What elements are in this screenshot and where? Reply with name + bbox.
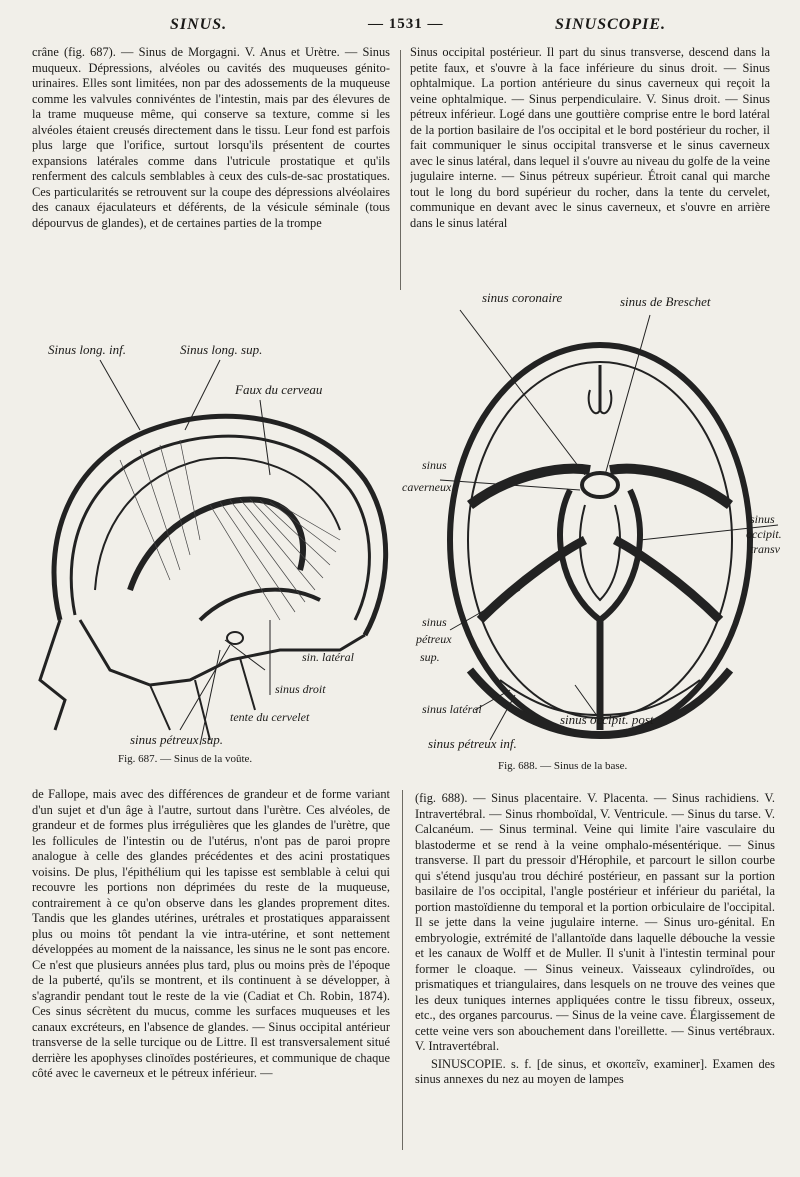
label-sinus-lateral: sinus latéral	[422, 702, 482, 716]
paragraph: crâne (fig. 687). — Sinus de Morgagni. V. Anus et Urètre. — Sinus muqueux. Dépressions, alvéoles ou cavités des muqueuses génito-urinaires. Elles sont limitées, non par des adossements de la muqueuse comme les valvules connivéntes de l'intestin, mais par des élevures de la trame muqueuse même, qui conserve sa texture, comme si les alvéoles étaient creusés directement dans le tissu. Leur fond est parfois plus large que l'orifice, surtout lorsqu'ils présentent de courtes expansions latérales comme dans l'utricule prostatique et qu'ils renferment des calculs semblables à ceux des culs-de-sac prostatiques. Ces particularités se retrouvent sur la coupe des dépressions alvéolaires des canaux éjaculateurs et déférents, de la vésicule séminale (tous dépourvus de glandes), et de certaines parties de la trompe	[32, 45, 390, 230]
paragraph: (fig. 688). — Sinus placentaire. V. Placenta. — Sinus rachidiens. V. Intravertébral. — Sinus rhomboïdal, V. Ventricule. — Sinus du tarse. V. Calcanéum. — Sinus terminal. Veine qui limite l'aire vasculaire du blastoderme et se rend à la veine omphalo-mésentérique. — Sinus transverse. Il part du pressoir d'Hérophile, et parcourt le sillon courbe qui s'étend jusqu'au trou déchiré postérieur, en passant sur la portion basilaire de l'os occipital, l'angle postérieur et inférieur du pariétal, la portion mastoïdienne du temporal et la portion orbiculaire de l'occipital. Il se jette dans la veine jugulaire interne. — Sinus uro-génital. En embryologie, extrémité de l'allantoïde dans laquelle débouche la vessie et les canaux de Wolff et de Muller. Il s'unit à l'intestin terminal pour former le cloaque. — Sinus veineux. Vaisseaux cylindroïdes, ou prismatiques et triangulaires, dans lesquels on ne trouve des veines que les deux tuniques internes appliquées contre le tissu fibreux, osseux, etc., des organes parcourus. — Sinus de la veine cave. Élargissement de cette veine vers son abouchement dans l'oreillette. — Sinus vertébraux. V. Intravertébral.	[415, 791, 775, 1053]
paragraph: Sinus occipital postérieur. Il part du sinus transverse, descend dans la petite faux, et s'ouvre à la face inférieure du sinus droit. — Sinus ophtalmique. La portion antérieure du sinus caverneux qui reçoit la veine ophtalmique. — Sinus perpendiculaire. V. Sinus droit. — Sinus pétreux inférieur. Logé dans une gouttière comprise entre le bord latéral de la portion basilaire de l'os occipital et le bord postérieur du rocher, il fait communiquer le sinus occipital transverse et le sinus caverneux avec le sinus latéral, dans lequel il s'ouvre au niveau du golfe de la veine jugulaire interne. — Sinus pétreux supérieur. Étroit canal qui marche tout le long du bord supérieur du rocher, dans la tente du cervelet, communique en devant avec le sinus caverneux, et s'ouvre en arrière dans le sinus latéral	[410, 45, 770, 230]
column-divider-bottom	[402, 790, 403, 1150]
label-sinus-long-sup: Sinus long. sup.	[180, 342, 263, 357]
page-header	[0, 8, 800, 38]
label-faux-du-cerveau: Faux du cerveau	[235, 382, 323, 397]
label-sinus-coronaire: sinus coronaire	[482, 290, 563, 305]
label-sinus-petreux-3: sup.	[420, 650, 440, 664]
label-sinus-caverneux-2: caverneux	[402, 480, 452, 494]
figure-688	[400, 290, 795, 772]
page-number: — 1531 —	[368, 16, 444, 32]
figure-688-caption: Fig. 688. — Sinus de la base.	[498, 760, 628, 772]
label-sinus-petreux-sup: sinus pétreux sup.	[130, 732, 224, 747]
label-sinus-de-breschet: sinus de Breschet	[620, 294, 711, 309]
column-divider-top	[400, 50, 401, 290]
header-right-title: SINUSCOPIE.	[555, 16, 667, 33]
label-sinus-occipit-2: occipit.	[746, 527, 782, 541]
skull-sagittal-illustration	[20, 290, 400, 760]
label-sinus-caverneux-1: sinus	[422, 458, 447, 472]
figure-687	[20, 290, 400, 765]
figure-687-caption: Fig. 687. — Sinus de la voûte.	[118, 753, 253, 765]
header-left-title: SINUS.	[170, 16, 228, 33]
paragraph: de Fallope, mais avec des différences de grandeur et de forme variant d'un sujet et d'un âge à l'autre, surtout dans l'urètre. Ces alvéoles, de grandeur et de formes plus irrégulières que les glandes de l'urètre, que les follicules de l'intestin ou de l'utérus, n'ont pas de paroi propre analogue à celle des glandes précédentes et des acini prostatiques voisins. De plus, l'épithélium qui les tapisse est semblable à celui qui recouvre les portions non déprimées du reste de la muqueuse, contrairement à ce qu'on observe dans les glandes proprement dites. Tandis que les glandes utérines, urétrales et prostatiques apparaissent plus ou moins tôt pendant la vie intra-utérine, et sont nettement développées au moment de la naissance, les sinus ne le sont pas encore. Ce n'est que plusieurs années plus tard, plus ou moins près de l'époque de la puberté, qu'ils se montrent, et ils continuent à se développer, à s'agrandir pendant tout le reste de la vie (Cadiat et Ch. Robin, 1874). Ces sinus sécrètent du mucus, comme les surfaces muqueuses et les canaux excréteurs, en l'absence de glandes. — Sinus occipital antérieur transverse de la selle turcique ou de Littre. Il est transversalement situé derrière les apophyses clinoïdes postérieures, et communique de chaque côté avec le caverneux et le pétreux inférieur. —	[32, 787, 390, 1080]
label-sinus-petreux-1: sinus	[422, 615, 447, 629]
label-sinus-droit: sinus droit	[275, 682, 326, 696]
text-column-bottom-right	[415, 791, 775, 1157]
label-tente-du-cervelet: tente du cervelet	[230, 710, 310, 724]
skull-base-illustration	[400, 290, 795, 760]
label-sinus-occipit-1: sinus	[750, 512, 775, 526]
label-sin-lateral: sin. latéral	[302, 650, 355, 664]
text-column-top-left	[32, 45, 390, 277]
text-column-top-right	[410, 45, 770, 293]
label-sinus-long-inf: Sinus long. inf.	[48, 342, 127, 357]
label-sinus-occipit-3: transv	[750, 542, 780, 556]
label-sinus-petreux-inf: sinus pétreux inf.	[428, 736, 517, 751]
label-sinus-petreux-2: pétreux	[416, 632, 452, 646]
text-column-bottom-left	[32, 787, 390, 1157]
paragraph-sinuscopie: SINUSCOPIE. s. f. [de sinus, et σκοπεῖν, examiner]. Examen des sinus annexes du nez au moyen de lampes	[415, 1056, 775, 1086]
label-sinus-occipit-post: sinus occipit. post	[560, 712, 654, 727]
